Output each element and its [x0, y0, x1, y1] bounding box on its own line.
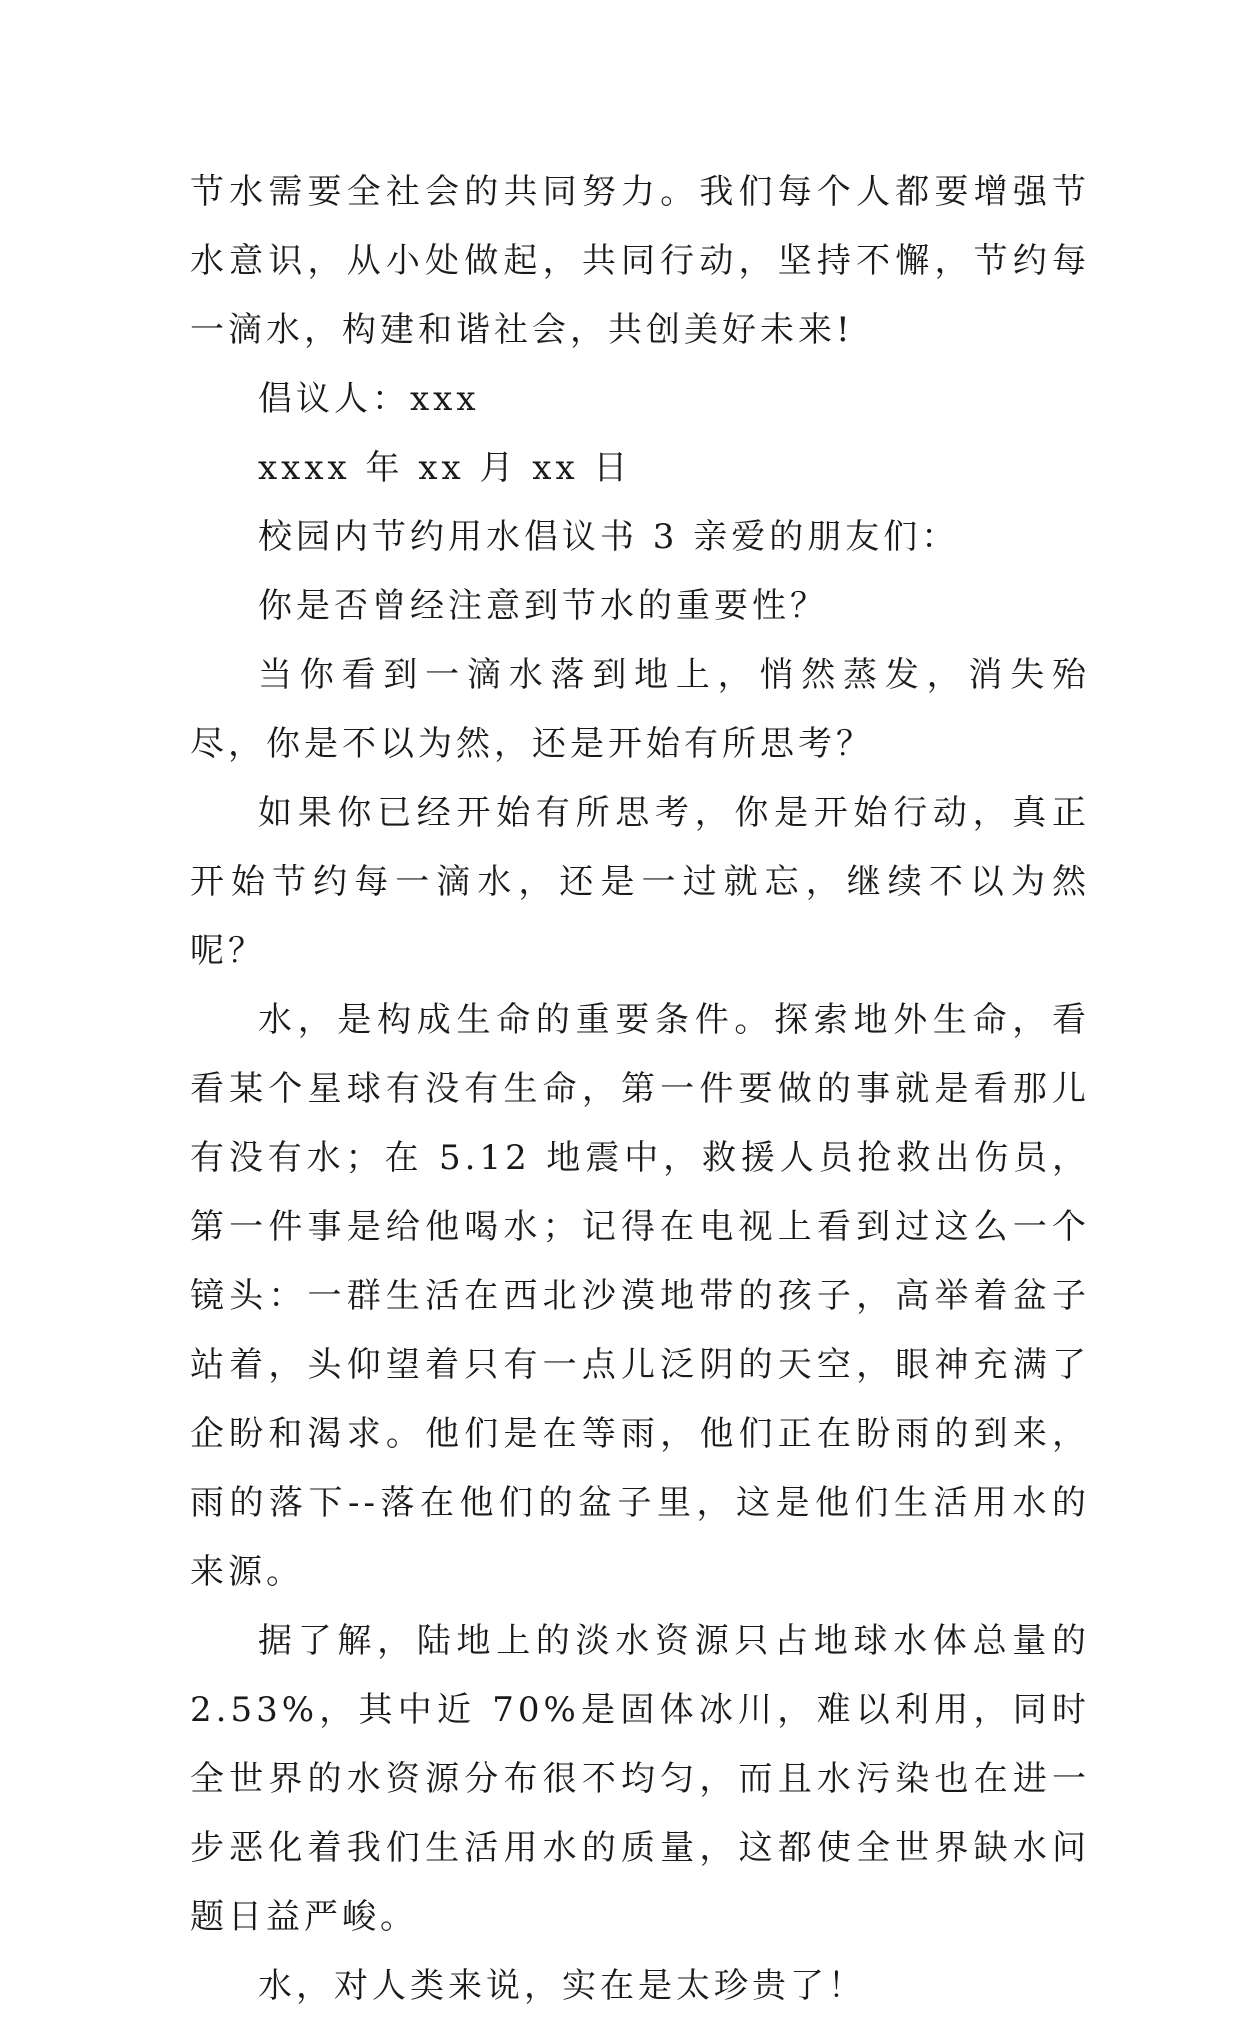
paragraph-freshwater-facts: 据了解，陆地上的淡水资源只占地球水体总量的 2.53%，其中近 70%是固体冰川，难以利用，同时全世界的水资源分布很不均匀，而且水污染也在进一步恶化着我们生活用水的质量，这都使全世界缺水问题日益严峻。: [190, 1621, 1090, 1937]
paragraph-closing-appeal: 节水需要全社会的共同努力。我们每个人都要增强节水意识，从小处做起，共同行动，坚持不懈，节约每一滴水，构建和谐社会，共创美好未来!: [190, 172, 1090, 350]
document-body: [190, 158, 1090, 2021]
paragraph-water-drop: 当你看到一滴水落到地上，悄然蒸发，消失殆尽，你是不以为然，还是开始有所思考？: [190, 655, 1090, 764]
paragraph-precious-water: 水，对人类来说，实在是太珍贵了！: [258, 1966, 866, 2006]
paragraph-title-greeting: 校园内节约用水倡议书 3 亲爱的朋友们：: [258, 517, 960, 557]
paragraph-question: 你是否曾经注意到节水的重要性？: [258, 586, 828, 626]
paragraph-life-condition: 水，是构成生命的重要条件。探索地外生命，看看某个星球有没有生命，第一件要做的事就是看那儿有没有水；在 5.12 地震中，救援人员抢救出伤员，第一件事是给他喝水；记得在电视上看到过这么一个镜头：一群生活在西北沙漠地带的孩子，高举着盆子站着，头仰望着只有一点儿泛阴的天空，眼神充满了企盼和渴求。他们是在等雨，他们正在盼雨的到来，雨的落下--落在他们的盆子里，这是他们生活用水的来源。: [190, 1000, 1090, 1592]
paragraph-proposer: 倡议人：xxx: [258, 379, 480, 419]
paragraph-date: xxxx 年 xx 月 xx 日: [258, 448, 632, 488]
paragraph-action: 如果你已经开始有所思考，你是开始行动，真正开始节约每一滴水，还是一过就忘，继续不以为然呢？: [190, 793, 1090, 971]
